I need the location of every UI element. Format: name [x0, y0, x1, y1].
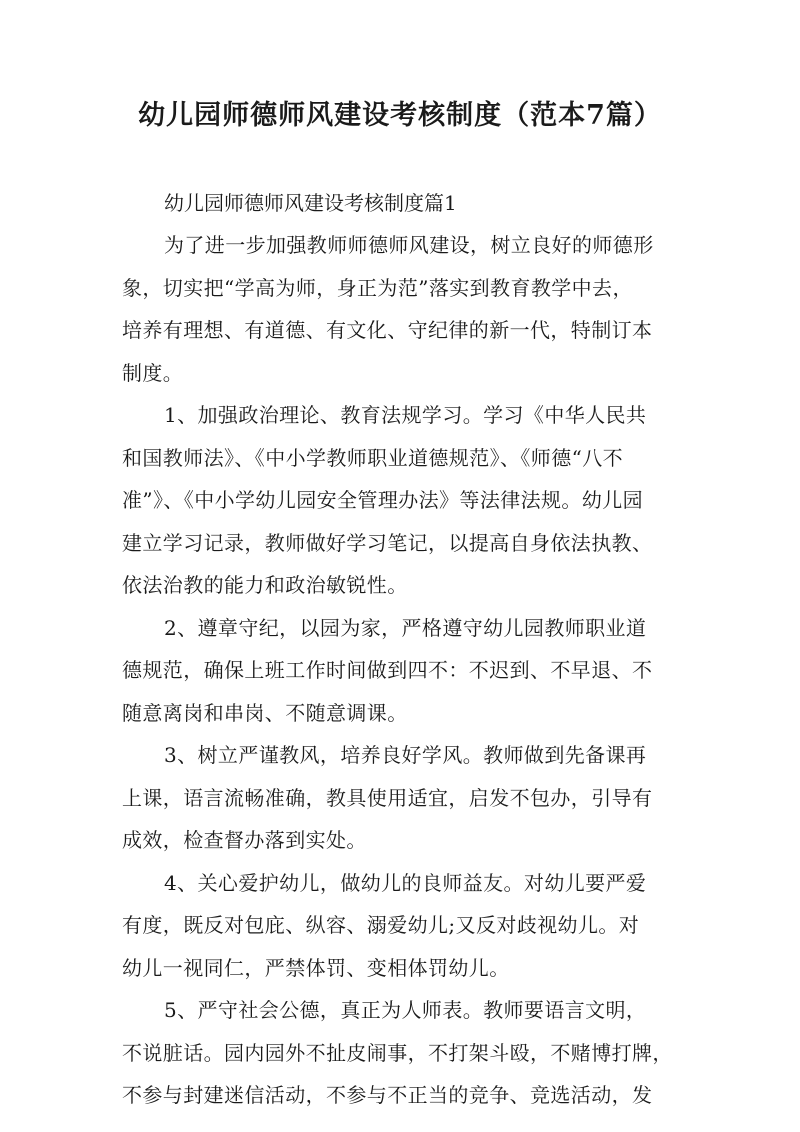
document-title: 幼儿园师德师风建设考核制度（范本7篇）	[138, 100, 662, 131]
paragraph	[122, 989, 688, 1117]
paragraph-line: 2、遵章守纪，以园为家，严格遵守幼儿园教师职业道	[164, 615, 647, 640]
paragraph-line: 有度，既反对包庇、纵容、溺爱幼儿;又反对歧视幼儿。对	[122, 913, 640, 937]
paragraph-line: 不参与封建迷信活动，不参与不正当的竞争、竞选活动，发	[122, 1083, 653, 1107]
paragraph-line: 上课，语言流畅准确，教具使用适宜，启发不包办，引导有	[122, 785, 653, 810]
paragraph-line: 为了进一步加强教师师德师风建设，树立良好的师德形	[164, 233, 654, 257]
paragraph-line: 5、严守社会公德，真正为人师表。教师要语言文明，	[164, 998, 647, 1022]
paragraph	[122, 607, 688, 735]
paragraph-line: 3、树立严谨教风，培养良好学风。教师做到先备课再	[164, 743, 647, 767]
paragraph-line: 依法治教的能力和政治敏锐性。	[122, 573, 408, 597]
paragraph-list	[122, 224, 688, 1117]
paragraph-line: 建立学习记录，教师做好学习笔记，以提高自身依法执教、	[122, 530, 653, 555]
paragraph	[122, 734, 688, 862]
paragraph-line: 随意离岗和串岗、不随意调课。	[122, 700, 408, 725]
section-heading: 幼儿园师德师风建设考核制度篇1	[164, 191, 457, 215]
paragraph-line: 幼儿一视同仁，严禁体罚、变相体罚幼儿。	[122, 955, 510, 980]
paragraph-line: 成效，检查督办落到实处。	[122, 828, 367, 852]
paragraph-line: 4、关心爱护幼儿，做幼儿的良师益友。对幼儿要严爱	[164, 870, 647, 895]
paragraph-line: 培养有理想、有道德、有文化、守纪律的新一代，特制订本	[122, 318, 653, 342]
paragraph-line: 制度。	[122, 360, 184, 385]
paragraph-line: 象，切实把“学高为师，身正为范”落实到教育教学中去，	[122, 275, 633, 300]
paragraph	[122, 224, 688, 394]
paragraph-line: 和国教师法》、《中小学教师职业道德规范》、《师德“八不	[122, 445, 624, 470]
paragraph-line: 1、加强政治理论、教育法规学习。学习《中华人民共	[164, 403, 647, 427]
paragraph-line: 德规范，确保上班工作时间做到四不：不迟到、不早退、不	[122, 658, 653, 682]
paragraph-line: 准”》、《中小学幼儿园安全管理办法》等法律法规。幼儿园	[122, 488, 644, 512]
document-body	[122, 182, 688, 1117]
paragraph	[122, 862, 688, 990]
paragraph-line: 不说脏话。园内园外不扯皮闹事，不打架斗殴，不赌博打牌，	[122, 1040, 673, 1065]
paragraph	[122, 394, 688, 607]
